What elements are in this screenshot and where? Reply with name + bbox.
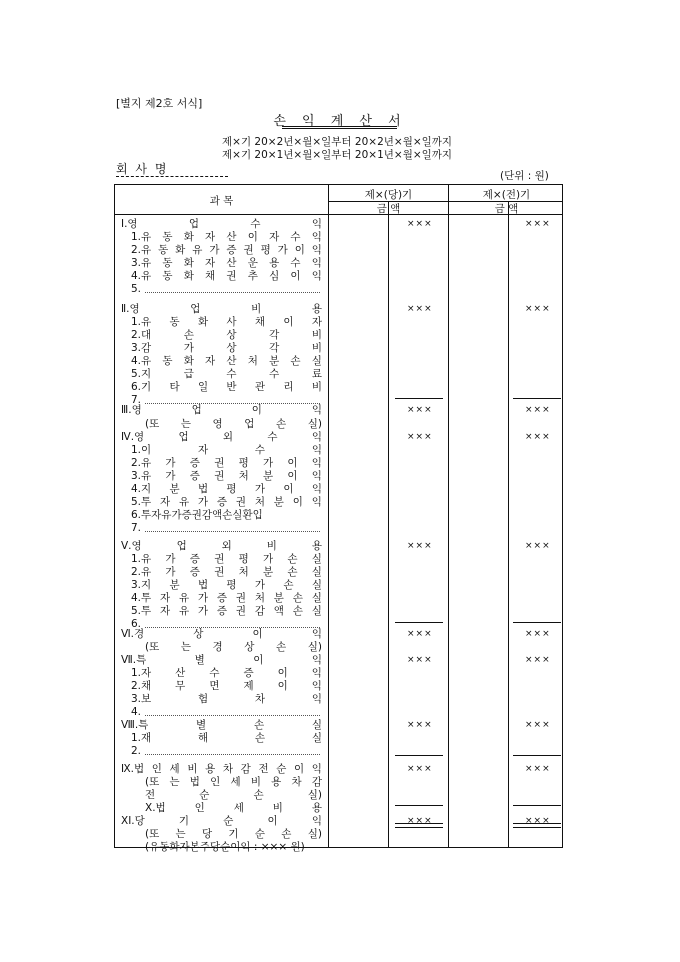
row-label: 3.보 험 차 익 bbox=[131, 693, 322, 705]
row-label: 4.투 자 유 가 증 권 처 분 손 실 bbox=[131, 592, 322, 604]
amount-current: ××× bbox=[407, 432, 433, 442]
table-row bbox=[115, 579, 564, 592]
subtotal-line bbox=[395, 805, 443, 806]
row-label: 4.유 동 화 자 산 처 분 손 실 bbox=[131, 355, 322, 367]
period-previous: 제×기 20×1년×월×일부터 20×1년×월×일까지 bbox=[222, 149, 453, 161]
row-label: 1.이 자 수 익 bbox=[131, 444, 322, 456]
row-label: Ⅶ.특 별 이 익 bbox=[121, 654, 322, 666]
table-row bbox=[115, 719, 564, 732]
table-row bbox=[115, 342, 564, 355]
row-label: 2.유 가 증 권 평 가 이 익 bbox=[131, 457, 322, 469]
amount-current: ××× bbox=[407, 405, 433, 415]
table-row bbox=[115, 553, 564, 566]
row-label: 6.투자유가증권감액손실환입 bbox=[131, 509, 263, 521]
subtotal-line bbox=[513, 622, 561, 623]
header-amount-previous: 금 액 bbox=[494, 203, 519, 215]
row-label: 3.감 가 상 각 비 bbox=[131, 342, 322, 354]
subtotal-line bbox=[395, 755, 443, 756]
company-name-line bbox=[116, 176, 228, 177]
table-row bbox=[115, 457, 564, 470]
row-label: 3.지 분 법 평 가 손 실 bbox=[131, 579, 322, 591]
period-current: 제×기 20×2년×월×일부터 20×2년×월×일까지 bbox=[222, 136, 453, 148]
table-row bbox=[115, 444, 564, 457]
row-label: (또 는 법 인 세 비 용 차 감 bbox=[145, 776, 322, 788]
amount-previous: ××× bbox=[525, 655, 551, 665]
amount-current: ××× bbox=[407, 304, 433, 314]
amount-current: ××× bbox=[407, 655, 433, 665]
row-label: 2. bbox=[131, 745, 142, 757]
amount-previous: ××× bbox=[525, 432, 551, 442]
table-row bbox=[115, 496, 564, 509]
subtotal-line bbox=[513, 805, 561, 806]
table-row bbox=[115, 368, 564, 381]
table-row bbox=[115, 404, 564, 417]
row-label: (또 는 영 업 손 실) bbox=[145, 418, 322, 430]
row-label: 5.투 자 유 가 증 권 감 액 손 실 bbox=[131, 605, 322, 617]
table-row bbox=[115, 509, 564, 522]
amount-previous: ××× bbox=[525, 219, 551, 229]
row-label: 2.유 동 화 유 가 증 권 평 가 이 익 bbox=[131, 244, 322, 256]
row-label: Ⅳ.영 업 외 수 익 bbox=[121, 431, 322, 443]
table-row bbox=[115, 763, 564, 776]
row-label: 6. bbox=[131, 618, 142, 630]
table-row bbox=[115, 483, 564, 496]
row-label: 전 순 손 실) bbox=[145, 789, 322, 801]
row-label: 3.유 동 화 자 산 운 용 수 익 bbox=[131, 257, 322, 269]
subtotal-line bbox=[395, 622, 443, 623]
table-row bbox=[115, 431, 564, 444]
row-label: 7. bbox=[131, 522, 142, 534]
header-current-period: 제×(당)기 bbox=[364, 189, 413, 201]
table-row bbox=[115, 592, 564, 605]
row-label: 6.기 타 일 반 관 리 비 bbox=[131, 381, 322, 393]
amount-current: ××× bbox=[407, 541, 433, 551]
table-row bbox=[115, 329, 564, 342]
blank-line bbox=[145, 754, 320, 755]
blank-line bbox=[145, 292, 320, 293]
subtotal-line bbox=[395, 398, 443, 399]
amount-previous: ××× bbox=[525, 405, 551, 415]
table-row bbox=[115, 355, 564, 368]
table-row bbox=[115, 628, 564, 641]
blank-line bbox=[145, 531, 320, 532]
row-label: 5.지 급 수 수 료 bbox=[131, 368, 322, 380]
table-row bbox=[115, 815, 564, 828]
row-label: 2.대 손 상 각 비 bbox=[131, 329, 322, 341]
row-label: 1.유 동 화 사 채 이 자 bbox=[131, 316, 322, 328]
row-label: 1.유 동 화 자 산 이 자 수 익 bbox=[131, 231, 322, 243]
row-label: Ⅹ.법 인 세 비 용 bbox=[145, 802, 322, 814]
table-row bbox=[115, 303, 564, 316]
amount-current: ××× bbox=[407, 629, 433, 639]
row-label: (또 는 당 기 순 손 실) bbox=[145, 828, 322, 840]
table-row bbox=[115, 789, 564, 802]
title-underline bbox=[282, 126, 397, 129]
row-label: 7. bbox=[131, 394, 142, 406]
table-row bbox=[115, 244, 564, 257]
row-label: Ⅲ.영 업 이 익 bbox=[121, 404, 322, 416]
row-label: Ⅵ.경 상 이 익 bbox=[121, 628, 322, 640]
table-row bbox=[115, 257, 564, 270]
form-label: [별지 제2호 서식] bbox=[116, 97, 203, 110]
income-statement-table bbox=[114, 184, 563, 853]
amount-previous: ××× bbox=[525, 764, 551, 774]
row-label: ⅩⅠ.당 기 순 이 익 bbox=[121, 815, 322, 827]
subtotal-line bbox=[513, 398, 561, 399]
table-row bbox=[115, 667, 564, 680]
table-row bbox=[115, 680, 564, 693]
table-row bbox=[115, 641, 564, 654]
amount-previous: ××× bbox=[525, 720, 551, 730]
row-label: 2.채 무 면 제 이 익 bbox=[131, 680, 322, 692]
table-row bbox=[115, 218, 564, 231]
table-row bbox=[115, 381, 564, 394]
header-previous-period: 제×(전)기 bbox=[482, 189, 531, 201]
table-row bbox=[115, 706, 564, 719]
amount-previous: ××× bbox=[525, 816, 551, 826]
amount-previous: ××× bbox=[525, 541, 551, 551]
unit-label: (단위 : 원) bbox=[500, 170, 549, 182]
table-row bbox=[115, 693, 564, 706]
amount-previous: ××× bbox=[525, 304, 551, 314]
row-label: 5.투 자 유 가 증 권 처 분 이 익 bbox=[131, 496, 322, 508]
row-label: 4.지 분 법 평 가 이 익 bbox=[131, 483, 322, 495]
blank-line bbox=[145, 715, 320, 716]
row-label: Ⅴ.영 업 외 비 용 bbox=[121, 540, 322, 552]
table-row bbox=[115, 470, 564, 483]
table-row bbox=[115, 283, 564, 296]
table-row bbox=[115, 316, 564, 329]
table-row bbox=[115, 566, 564, 579]
row-label: (유동화자본주당순이익 : ××× 원) bbox=[145, 841, 305, 853]
row-label: Ⅸ.법 인 세 비 용 차 감 전 순 이 익 bbox=[121, 763, 322, 775]
total-double-line bbox=[513, 823, 561, 828]
row-label: 2.유 가 증 권 처 분 손 실 bbox=[131, 566, 322, 578]
amount-previous: ××× bbox=[525, 629, 551, 639]
table-row bbox=[115, 828, 564, 841]
table-row bbox=[115, 654, 564, 667]
table-row bbox=[115, 231, 564, 244]
total-double-line bbox=[395, 823, 443, 828]
row-label: Ⅷ.특 별 손 실 bbox=[121, 719, 322, 731]
table-row bbox=[115, 418, 564, 431]
row-label: 1.자 산 수 증 이 익 bbox=[131, 667, 322, 679]
table-row bbox=[115, 270, 564, 283]
header-item: 과 목 bbox=[209, 195, 234, 207]
header-amount-current: 금 액 bbox=[376, 203, 401, 215]
amount-current: ××× bbox=[407, 816, 433, 826]
table-row bbox=[115, 802, 564, 815]
document-title: 손 익 계 산 서 bbox=[273, 114, 407, 129]
table-row bbox=[115, 522, 564, 535]
row-label: 1.재 해 손 실 bbox=[131, 732, 322, 744]
table-row bbox=[115, 841, 564, 854]
amount-current: ××× bbox=[407, 720, 433, 730]
row-label: (또 는 경 상 손 실) bbox=[145, 641, 322, 653]
row-label: 4.유 동 화 채 권 추 심 이 익 bbox=[131, 270, 322, 282]
row-label: 3.유 가 증 권 처 분 이 익 bbox=[131, 470, 322, 482]
table-row bbox=[115, 776, 564, 789]
row-label: Ⅱ.영 업 비 용 bbox=[121, 303, 322, 315]
amount-current: ××× bbox=[407, 764, 433, 774]
row-label: 5. bbox=[131, 283, 142, 295]
table-row bbox=[115, 732, 564, 745]
table-row bbox=[115, 540, 564, 553]
row-label: 1.유 가 증 권 평 가 손 실 bbox=[131, 553, 322, 565]
subtotal-line bbox=[513, 755, 561, 756]
row-label: 4. bbox=[131, 706, 142, 718]
amount-current: ××× bbox=[407, 219, 433, 229]
company-name-label: 회 사 명 bbox=[116, 162, 169, 176]
row-label: Ⅰ.영 업 수 익 bbox=[121, 218, 322, 230]
table-row bbox=[115, 605, 564, 618]
